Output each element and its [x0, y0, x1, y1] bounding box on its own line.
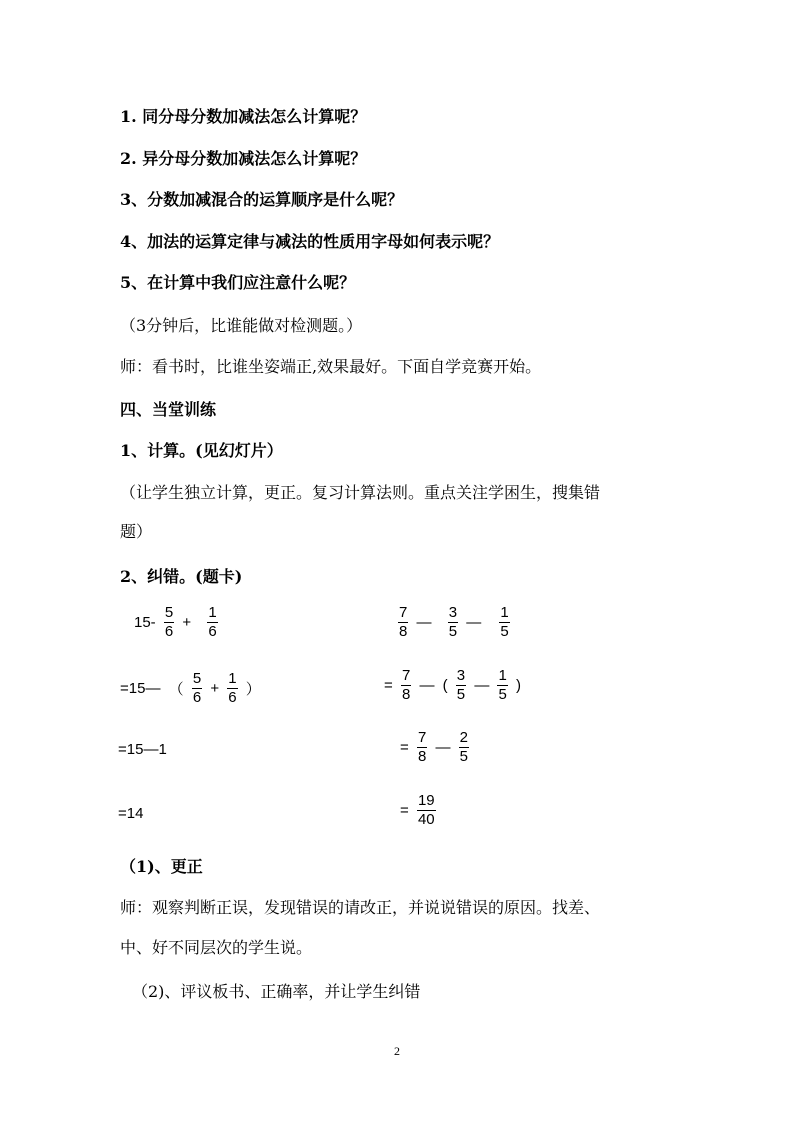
question-5: 5、在计算中我们应注意什么呢？ [120, 273, 356, 292]
subsection-1: （1)、更正 [120, 857, 203, 876]
question-4: 4、加法的运算定律与减法的性质用字母如何表示呢？ [120, 232, 500, 251]
calc-note-line-2: 题） [120, 522, 153, 541]
correct-title: 2、纠错。(题卡) [120, 567, 243, 586]
fraction: $\frac{7}{8}$ [399, 604, 408, 640]
fraction: $\frac{1}{5}$ [498, 667, 507, 703]
fraction: $\frac{2}{5}$ [459, 729, 468, 765]
teacher-line-2a: 师：观察判断正误，发现错误的请改正，并说说错误的原因。找差、 [120, 898, 601, 917]
fraction: $\frac{1}{5}$ [500, 604, 509, 640]
fraction: $\frac{3}{5}$ [456, 667, 466, 703]
right-step-3: = $\frac{19}{40}$ [400, 792, 435, 828]
right-problem-expression: $\frac{7}{8}$ — $\frac{3}{5}$ — $\frac{1}{5}$ [399, 604, 509, 640]
plus-operator: + [182, 614, 192, 631]
fraction: $\frac{1}{6}$ [228, 670, 237, 706]
teacher-line-2b: 中、好不同层次的学生说。 [120, 938, 313, 957]
question-1: 1. 同分母分数加减法怎么计算呢？ [120, 107, 367, 126]
fraction: $\frac{19}{40}$ [417, 792, 435, 828]
fraction: $\frac{5}{6}$ [192, 670, 202, 706]
question-3: 3、分数加减混合的运算顺序是什么呢？ [120, 190, 404, 209]
fraction: $\frac{7}{8}$ [401, 667, 411, 703]
right-step-1: = $\frac{7}{8}$ — ( $\frac{3}{5}$ — $\frac{1}{5}$ ) [384, 667, 521, 703]
note-3min: （3分钟后，比谁能做对检测题。） [120, 316, 363, 335]
page-number: 2 [394, 1044, 400, 1058]
fraction: $\frac{7}{8}$ [417, 729, 427, 765]
left-step-3: =14 [118, 805, 144, 822]
fraction: $\frac{5}{6}$ [164, 604, 174, 640]
calc-note-line-1: （让学生独立计算，更正。复习计算法则。重点关注学困生，搜集错 [120, 483, 601, 502]
fraction: $\frac{1}{6}$ [208, 604, 217, 640]
section-4-heading: 四、当堂训练 [120, 400, 217, 419]
fraction: $\frac{3}{5}$ [448, 604, 458, 640]
teacher-line-1: 师：看书时，比谁坐姿端正,效果最好。下面自学竞赛开始。 [120, 357, 542, 376]
question-2: 2. 异分母分数加减法怎么计算呢？ [120, 149, 367, 168]
right-step-2: = $\frac{7}{8}$ — $\frac{2}{5}$ [400, 729, 468, 765]
left-step-1: =15— （ $\frac{5}{6}$ + $\frac{1}{6}$ ） [120, 670, 261, 706]
calc-title: 1、计算。(见幻灯片） [120, 441, 283, 460]
left-prefix: 15- [134, 614, 156, 631]
subsection-2: （2)、评议板书、正确率，并让学生纠错 [132, 982, 421, 1001]
left-problem-expression [132, 604, 220, 641]
left-step-2: =15—1 [118, 741, 167, 758]
